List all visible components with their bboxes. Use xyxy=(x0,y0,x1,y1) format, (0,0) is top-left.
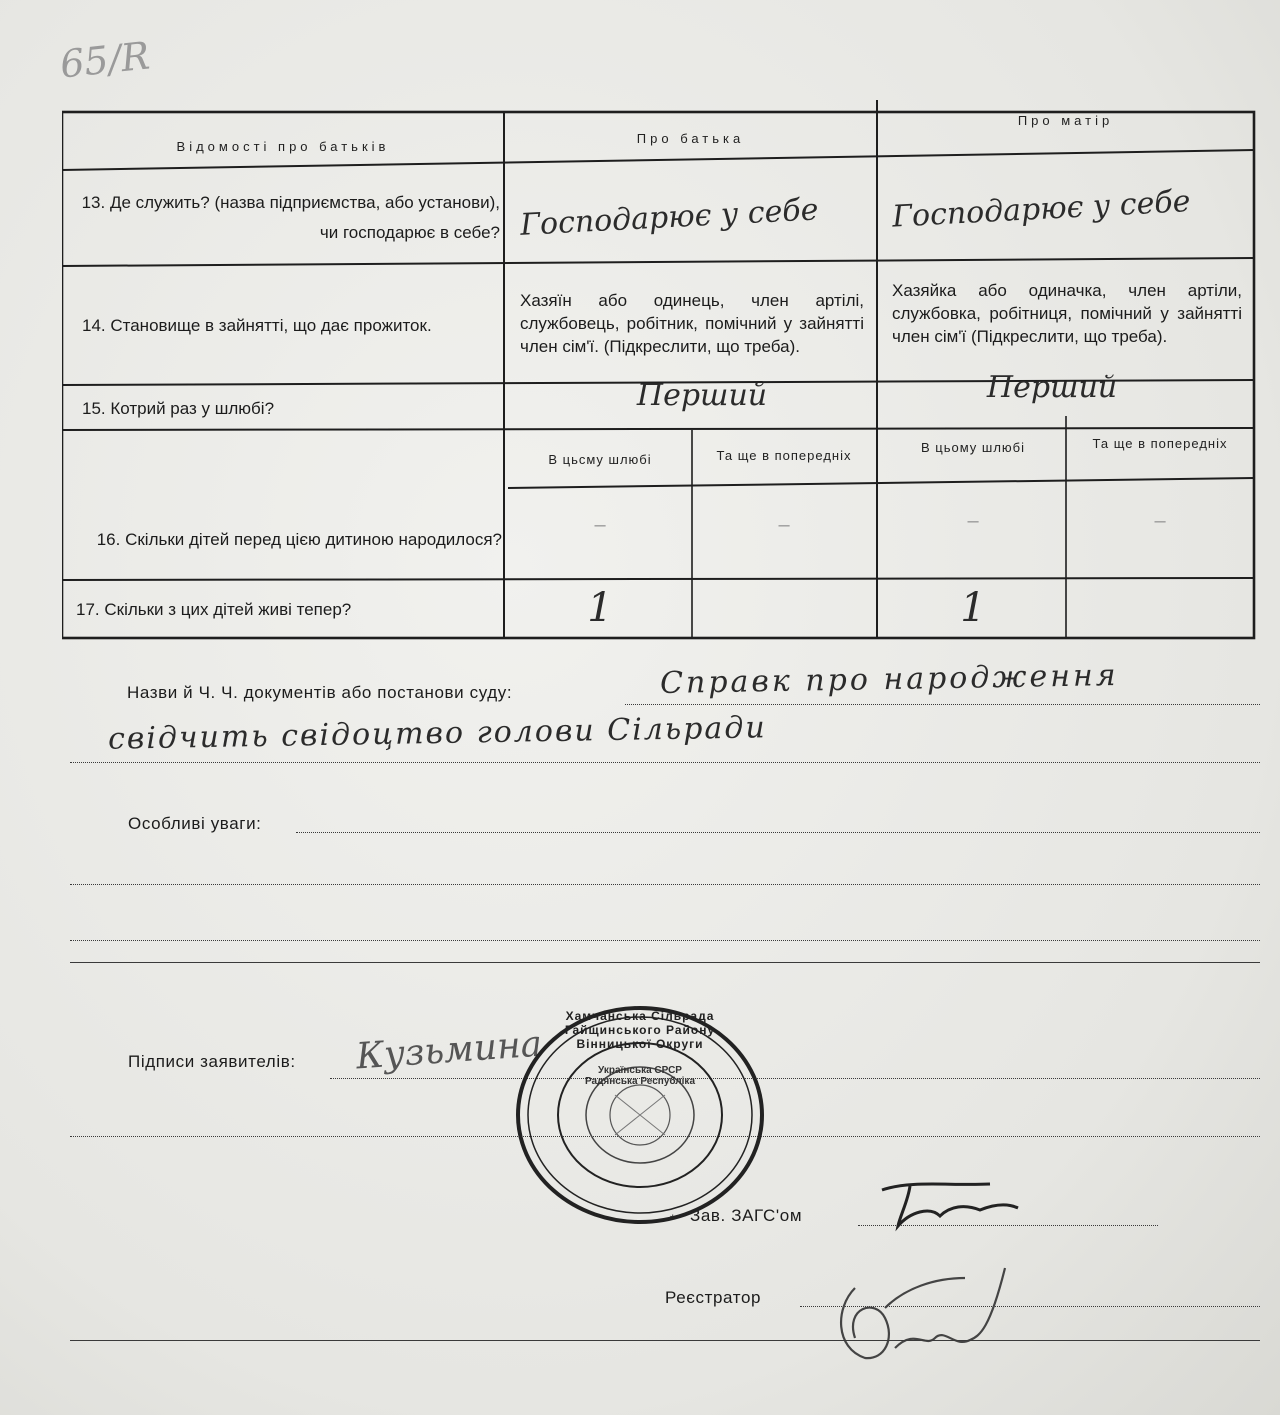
stamp-star: * xyxy=(670,1211,676,1227)
q17-mother-answer: 1 xyxy=(960,585,986,631)
bottom-line xyxy=(70,1340,1260,1341)
q17-label: 17. Скільки з цих дітей живі тепер? xyxy=(76,600,352,619)
q16-father-prev-value: – xyxy=(778,513,790,536)
remarks-line-1 xyxy=(296,832,1260,833)
q16-label: 16. Скільки дітей перед цією дитиною народилося? xyxy=(96,530,502,549)
q13-mother-answer: Господарює у себе xyxy=(891,184,1192,235)
q16-father-this-marriage: В цьсму шлюбі xyxy=(548,452,652,467)
header-father: Про батька xyxy=(636,130,745,146)
applicants-line-1 xyxy=(330,1078,1260,1079)
zags-label: Зав. ЗАГС'ом xyxy=(690,1206,803,1225)
registrar-label: Реєстратор xyxy=(665,1288,762,1307)
zags-signature xyxy=(870,1176,1030,1236)
q17-father-answer: 1 xyxy=(587,585,613,631)
q15-mother-answer: Перший xyxy=(986,369,1118,405)
remarks-line-3 xyxy=(70,940,1260,941)
official-stamp xyxy=(515,1005,765,1225)
applicants-signature-label: Підписи заявителів: xyxy=(128,1052,296,1071)
remarks-line-2 xyxy=(70,884,1260,885)
documents-line-1 xyxy=(625,704,1260,705)
header-mother: Про матір xyxy=(1017,112,1114,128)
q16-mother-previous: Та ще в попередніх xyxy=(1092,436,1228,451)
registrar-signature xyxy=(815,1248,1015,1368)
header-question: Відомості про батьків xyxy=(176,138,390,154)
q16-father-this-value: – xyxy=(594,513,606,536)
documents-label: Назви й Ч. Ч. документів або постанови суду: xyxy=(127,683,513,702)
documents-value-1: Справк про народження xyxy=(659,658,1119,701)
applicants-signature: Кузьмина xyxy=(354,1023,544,1078)
q16-mother-this-value: – xyxy=(967,509,979,532)
documents-value-2: свідчить свідоцтво голови Сільради xyxy=(107,710,767,757)
q13-father-answer: Господарює у себе xyxy=(519,192,820,243)
page-number: 65/R xyxy=(57,33,152,87)
q15-label: 15. Котрий раз у шлюбі? xyxy=(82,399,275,418)
documents-line-2 xyxy=(70,762,1260,763)
remarks-separator xyxy=(70,962,1260,963)
q14-father-options: Хазяїн або одинець, член артілі, службовець, робітник, помічний у зайнятті член сім'ї. (Підкреслити, що треба). xyxy=(520,290,864,356)
q16-father-previous: Та ще в попередніх xyxy=(716,448,852,463)
q15-father-answer: Перший xyxy=(636,377,768,413)
q13-label: 13. Де служить? (назва підприємства, або установи), чи господарює в себе? xyxy=(81,193,500,242)
q16-mother-this-marriage: В цьому шлюбі xyxy=(920,440,1026,455)
q16-mother-prev-value: – xyxy=(1154,509,1166,532)
stamp-inner-text: Українська СРСР Радянська Республіка xyxy=(584,1065,695,1087)
remarks-label: Особливі уваги: xyxy=(128,814,262,833)
q14-mother-options: Хазяйка або одиначка, член артіли, службовка, робітниця, помічний у зайнятті член сім'ї (Підкреслити, що треба). xyxy=(892,280,1242,346)
stamp-outer-text: Хамчанська Сільрада Гайщинського Району Вінницької Округи xyxy=(564,1009,716,1051)
q14-label: 14. Становище в зайнятті, що дає прожиток. xyxy=(82,316,432,335)
parents-info-table xyxy=(62,100,1258,640)
